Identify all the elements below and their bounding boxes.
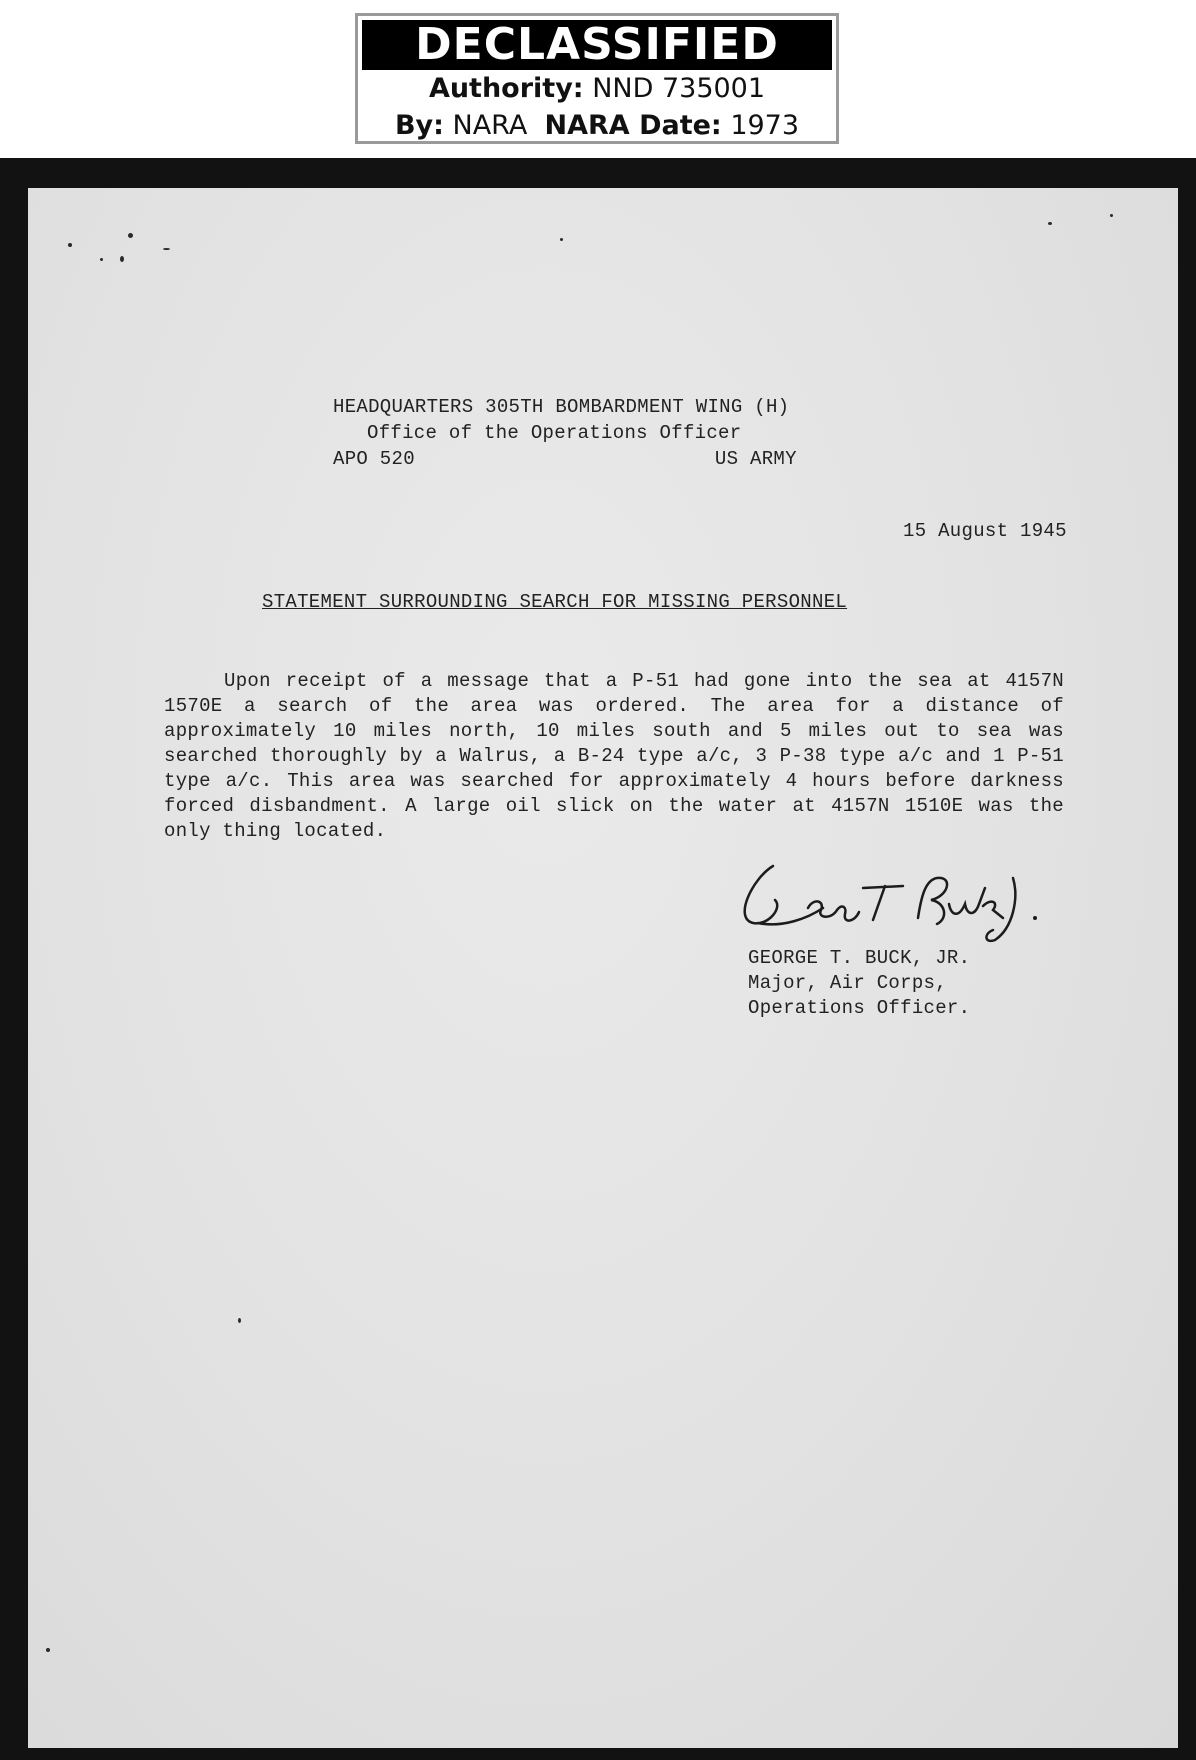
document-heading: STATEMENT SURROUNDING SEARCH FOR MISSING PERSONNEL <box>262 591 848 613</box>
document-body <box>164 669 1064 844</box>
stamp-by-line <box>358 107 836 144</box>
dust-speck <box>128 233 133 238</box>
stamp-by-label: By: <box>394 110 444 141</box>
dust-speck <box>1048 222 1052 225</box>
stamp-authority-line <box>358 70 836 107</box>
signer-title: Operations Officer. <box>748 997 971 1019</box>
dust-speck <box>68 243 72 247</box>
stamp-date-value: 1973 <box>730 110 800 141</box>
dust-speck <box>1110 214 1113 217</box>
body-paragraph: Upon receipt of a message that a P-51 had gone into the sea at 4157N 1570E a search of the area was ordered. The area for a distance of approximately 10 miles north, 10 miles south and 5 miles out to sea was searched thoroughly by a Walrus, a B-24 type a/c, 3 P-38 type a/c and 1 P-51 type a/c. This area was searched for approximately 4 hours before darkness forced disbandment. A large oil slick on the water at 4157N 1510E was the only thing located. <box>164 670 1064 842</box>
letterhead-service: US ARMY <box>714 448 797 470</box>
dust-speck <box>46 1648 50 1652</box>
declassified-stamp <box>355 13 839 144</box>
dust-speck <box>238 1318 241 1323</box>
letterhead-apo: APO 520 <box>333 448 415 470</box>
letterhead-unit: HEADQUARTERS 305TH BOMBARDMENT WING (H) <box>333 396 790 418</box>
stamp-by-value: NARA <box>452 110 528 141</box>
dust-speck <box>560 238 563 241</box>
stamp-authority-value: NND 735001 <box>592 73 766 104</box>
signer-rank: Major, Air Corps, <box>748 972 947 994</box>
document-date: 15 August 1945 <box>903 520 1067 542</box>
stamp-title: DECLASSIFIED <box>362 20 832 70</box>
dust-speck <box>100 258 103 261</box>
letterhead-office: Office of the Operations Officer <box>367 422 742 444</box>
signer-name: GEORGE T. BUCK, JR. <box>748 947 971 969</box>
scan-frame <box>0 158 1196 1760</box>
dust-speck <box>120 256 124 262</box>
document-page <box>28 188 1178 1748</box>
signature-block <box>748 946 970 1021</box>
dust-speck <box>163 248 170 250</box>
stamp-authority-label: Authority: <box>428 73 584 104</box>
letterhead <box>333 394 797 472</box>
stamp-date-label: NARA Date: <box>544 110 722 141</box>
